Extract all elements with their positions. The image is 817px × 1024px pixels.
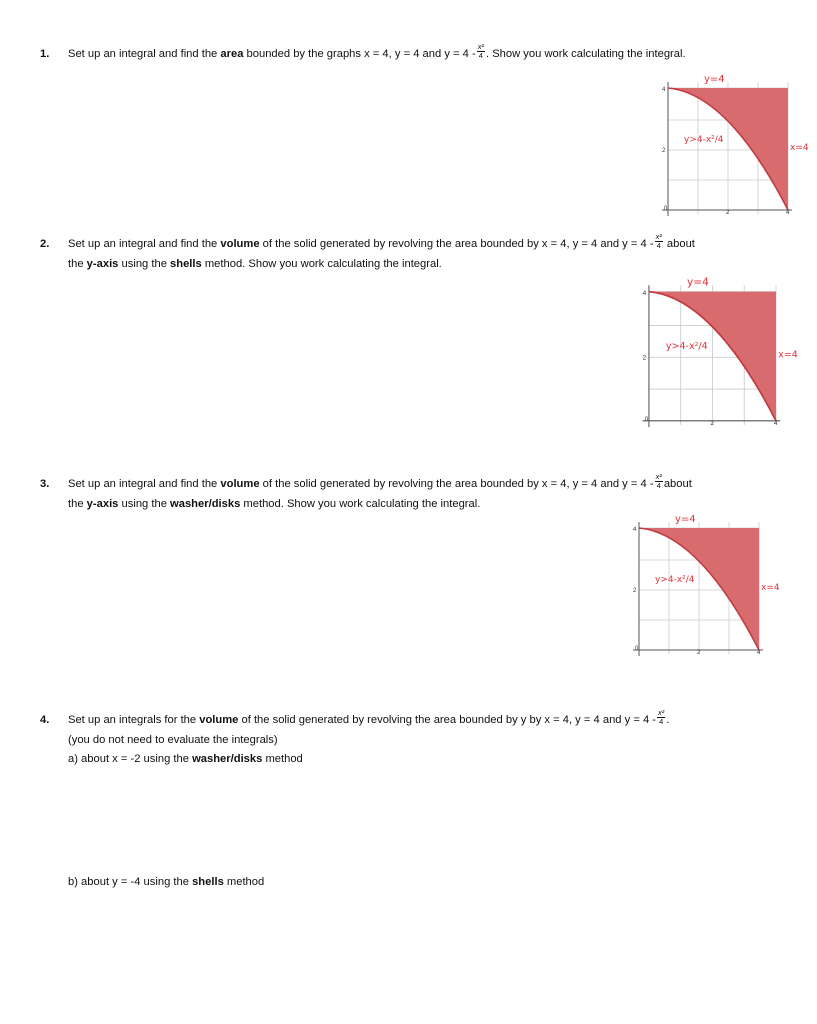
label-x-equals-4: x=4 [790,143,809,153]
tick-0: 0 [635,646,639,652]
region-graph-3 [618,510,798,660]
tick-0: 0 [664,206,668,212]
y-tick-4: 4 [642,289,647,297]
keyword-area: area [220,48,244,60]
fraction-x2-over-4: $\frac{\text{x²}}{4}$ [655,231,662,250]
label-y-equals-4: y=4 [704,74,725,85]
region-graph-1 [652,70,817,220]
problem-number: 2. [40,238,50,250]
tick-0: 0 [644,415,649,423]
label-y-equals-4: y=4 [675,514,696,525]
label-x-equals-4: x=4 [761,583,780,593]
part-a: a) about x = -2 using the washer/disks method [68,753,303,765]
problem-number: 3. [40,478,50,490]
problem-number: 4. [40,714,50,726]
problem-text: Set up an integrals for the volume of the solid generated by revolving the area bounded by y by x = 4, y = 4 and y = 4 - $\frac{\text{x²}}{4}$ . [68,707,670,726]
x-tick-4: 4 [786,210,790,216]
y-tick-4: 4 [633,527,637,533]
x-tick-4: 4 [773,420,778,428]
y-tick-2: 2 [633,588,637,594]
label-x-equals-4: x=4 [778,349,798,361]
keyword-volume: volume [199,714,239,726]
problem-text-line-2: the y-axis using the shells method. Show you work calculating the integral. [68,258,442,270]
problem-text: Set up an integral and find the area bounded by the graphs x = 4, y = 4 and y = 4 - $\frac{\text{x²}}{4}$ . Show you work calculating the integral. [68,41,686,60]
y-tick-2: 2 [642,354,647,362]
problem-text: Set up an integral and find the volume of the solid generated by revolving the area bounded by x = 4, y = 4 and y = 4 - $\frac{\text{x²}}{4}$ about [68,231,695,250]
problem-number: 1. [40,48,50,60]
x-tick-4: 4 [757,650,761,656]
label-curve: y>4-x²/4 [655,575,695,585]
y-tick-4: 4 [662,87,666,93]
part-b: b) about y = -4 using the shells method [68,876,265,888]
y-tick-2: 2 [662,148,666,154]
problem-note: (you do not need to evaluate the integrals) [68,734,278,746]
label-curve: y>4-x²/4 [684,135,724,145]
fraction-x2-over-4: $\frac{\text{x²}}{4}$ [477,41,484,60]
fraction-x2-over-4: $\frac{\text{x²}}{4}$ [658,707,665,726]
x-tick-2: 2 [726,210,730,216]
x-tick-2: 2 [710,420,714,428]
keyword-volume: volume [220,238,260,250]
problem-text: Set up an integral and find the volume of the solid generated by revolving the area bounded by x = 4, y = 4 and y = 4 - $\frac{\text{x²}}{4}$ about [68,471,692,490]
label-curve: y>4-x²/4 [665,340,708,352]
problem-text-line-2: the y-axis using the washer/disks method. Show you work calculating the integral. [68,498,481,510]
label-y-equals-4: y=4 [687,276,709,289]
fraction-x2-over-4: $\frac{\text{x²}}{4}$ [655,471,662,490]
region-graph-2 [632,272,812,432]
x-tick-2: 2 [697,650,701,656]
keyword-volume: volume [220,478,260,490]
